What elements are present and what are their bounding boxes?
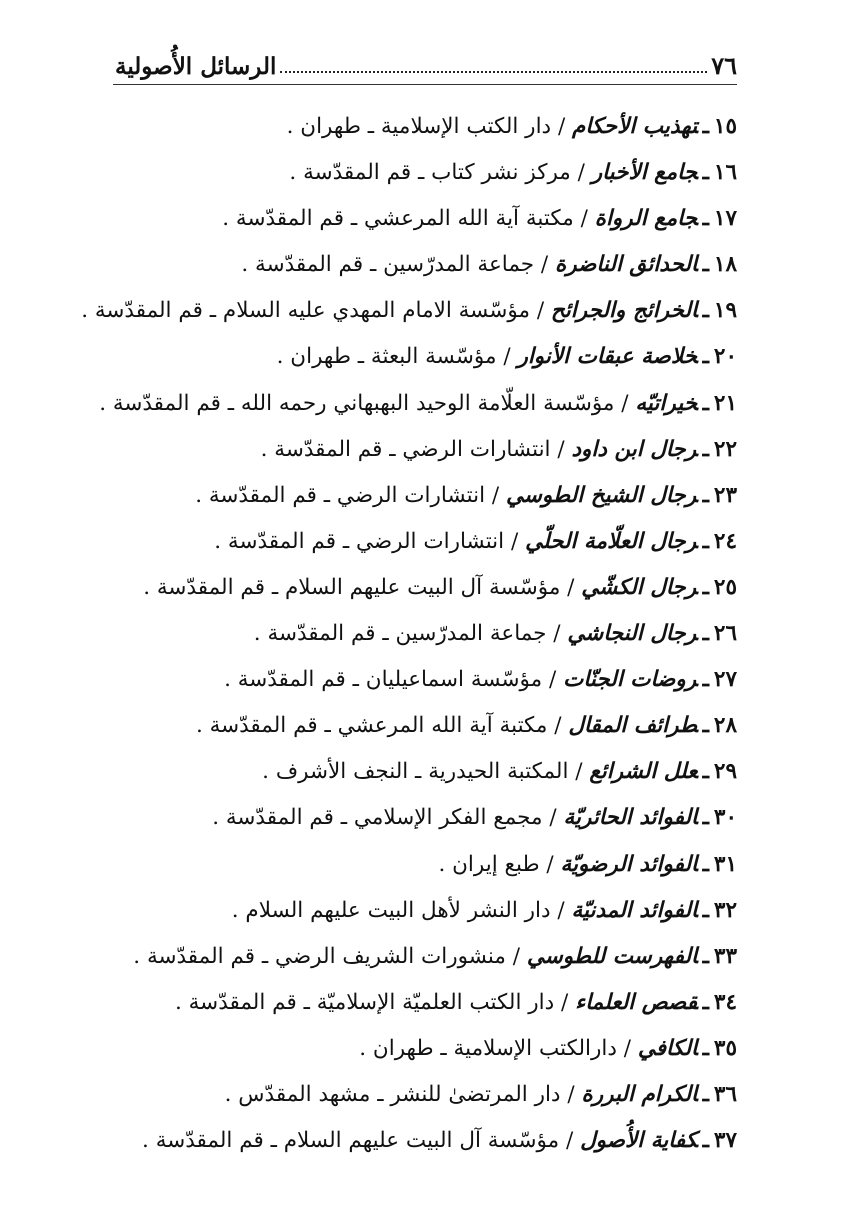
bibliography-entry bbox=[37, 795, 737, 841]
entry-dash: ـ bbox=[702, 713, 709, 739]
entry-number: ٣٧ bbox=[713, 1128, 737, 1154]
entry-book-title: علل الشرائع bbox=[589, 759, 698, 785]
bibliography-entry bbox=[37, 703, 737, 749]
entry-book-title: خيراتيّه bbox=[635, 390, 698, 416]
entry-number: ٣٦ bbox=[713, 1081, 737, 1107]
bibliography-entry bbox=[37, 150, 737, 196]
entry-book-title: جامع الأخبار bbox=[591, 160, 698, 186]
entry-publisher: / دار المرتضىٰ للنشر ـ مشهد المقدّس . bbox=[224, 1081, 575, 1107]
bibliography-entry bbox=[37, 934, 737, 980]
entry-number: ٢٦ bbox=[713, 621, 737, 647]
entry-publisher: / دار النشر لأهل البيت عليهم السلام . bbox=[231, 897, 565, 923]
entry-dash: ـ bbox=[702, 943, 709, 969]
entry-publisher: / دارالكتب الإسلامية ـ طهران . bbox=[359, 1035, 631, 1061]
page-number: ٧٦ bbox=[711, 51, 737, 80]
entry-book-title: روضات الجنّات bbox=[563, 667, 698, 693]
entry-dash: ـ bbox=[702, 621, 709, 647]
bibliography-list bbox=[37, 104, 737, 1164]
bibliography-entry bbox=[37, 657, 737, 703]
entry-number: ٢١ bbox=[713, 390, 737, 416]
entry-book-title: الكرام البررة bbox=[581, 1081, 698, 1107]
entry-dash: ـ bbox=[702, 298, 709, 324]
entry-publisher: / طبع إيران . bbox=[438, 851, 554, 877]
entry-publisher: / جماعة المدرّسين ـ قم المقدّسة . bbox=[253, 621, 561, 647]
entry-number: ١٧ bbox=[713, 206, 737, 232]
entry-number: ٢٢ bbox=[713, 436, 737, 462]
entry-number: ٢٥ bbox=[713, 574, 737, 600]
bibliography-entry bbox=[37, 1072, 737, 1118]
entry-dash: ـ bbox=[702, 574, 709, 600]
entry-book-title: طرائف المقال bbox=[568, 713, 698, 739]
entry-book-title: رجال ابن داود bbox=[571, 436, 698, 462]
entry-publisher: / مؤسّسة آل البيت عليهم السلام ـ قم المقدّسة . bbox=[142, 1128, 574, 1154]
entry-publisher: / دار الكتب الإسلامية ـ طهران . bbox=[286, 114, 566, 139]
entry-book-title: الفوائد الحائريّة bbox=[563, 805, 698, 831]
entry-number: ٢٨ bbox=[713, 713, 737, 739]
entry-number: ١٩ bbox=[713, 298, 737, 324]
entry-publisher: / مركز نشر كتاب ـ قم المقدّسة . bbox=[289, 160, 585, 186]
entry-book-title: جامع الرواة bbox=[594, 206, 698, 232]
entry-book-title: الفهرست للطوسي bbox=[526, 943, 698, 969]
bibliography-entry bbox=[37, 519, 737, 565]
entry-book-title: رجال الشيخ الطوسي bbox=[506, 482, 698, 508]
entry-dash: ـ bbox=[702, 390, 709, 416]
entry-book-title: الفوائد الرضويّة bbox=[560, 851, 698, 877]
entry-publisher: / مجمع الفكر الإسلامي ـ قم المقدّسة . bbox=[212, 805, 557, 831]
entry-dash: ـ bbox=[702, 805, 709, 831]
entry-dash: ـ bbox=[702, 206, 709, 232]
entry-book-title: قصص العلماء bbox=[575, 989, 698, 1015]
dot-leader bbox=[280, 70, 707, 73]
bibliography-entry bbox=[37, 381, 737, 427]
entry-dash: ـ bbox=[702, 897, 709, 923]
bibliography-entry bbox=[37, 565, 737, 611]
entry-publisher: / مؤسّسة الامام المهدي عليه السلام ـ قم المقدّسة . bbox=[81, 298, 545, 324]
entry-number: ٢٣ bbox=[713, 482, 737, 508]
entry-number: ٣٣ bbox=[713, 943, 737, 969]
entry-publisher: / انتشارات الرضي ـ قم المقدّسة . bbox=[214, 528, 519, 554]
entry-publisher: / دار الكتب العلميّة الإسلاميّة ـ قم المقدّسة . bbox=[174, 989, 569, 1015]
entry-number: ٣٤ bbox=[713, 989, 737, 1015]
entry-dash: ـ bbox=[702, 759, 709, 785]
entry-publisher: / مؤسّسة اسماعيليان ـ قم المقدّسة . bbox=[224, 667, 557, 693]
bibliography-entry bbox=[37, 888, 737, 934]
entry-dash: ـ bbox=[702, 1081, 709, 1107]
bibliography-entry bbox=[37, 1118, 737, 1164]
entry-book-title: رجال النجاشي bbox=[567, 621, 698, 647]
book-title: الرسائل الأُصولية bbox=[115, 53, 277, 80]
entry-dash: ـ bbox=[702, 160, 709, 186]
bibliography-entry bbox=[37, 288, 737, 334]
bibliography-entry bbox=[37, 196, 737, 242]
entry-number: ٣٠ bbox=[713, 805, 737, 831]
entry-dash: ـ bbox=[702, 344, 709, 370]
entry-book-title: الكافي bbox=[637, 1035, 698, 1061]
bibliography-entry bbox=[37, 242, 737, 288]
entry-publisher: / انتشارات الرضي ـ قم المقدّسة . bbox=[260, 436, 565, 462]
entry-publisher: / جماعة المدرّسين ـ قم المقدّسة . bbox=[241, 252, 549, 278]
entry-publisher: / منشورات الشريف الرضي ـ قم المقدّسة . bbox=[133, 943, 521, 969]
entry-dash: ـ bbox=[702, 667, 709, 693]
bibliography-entry bbox=[37, 611, 737, 657]
entry-publisher: / المكتبة الحيدرية ـ النجف الأشرف . bbox=[262, 759, 583, 785]
entry-book-title: كفاية الأُصول bbox=[580, 1128, 698, 1154]
entry-dash: ـ bbox=[702, 482, 709, 508]
entry-dash: ـ bbox=[702, 989, 709, 1015]
entry-dash: ـ bbox=[702, 528, 709, 554]
entry-number: ١٦ bbox=[713, 160, 737, 186]
entry-number: ٣٢ bbox=[713, 897, 737, 923]
bibliography-entry bbox=[37, 427, 737, 473]
entry-dash: ـ bbox=[702, 1128, 709, 1154]
entry-book-title: خلاصة عبقات الأنوار bbox=[517, 344, 698, 370]
entry-number: ٢٧ bbox=[713, 667, 737, 693]
entry-book-title: الخرائج والجرائح bbox=[550, 298, 698, 324]
bibliography-entry bbox=[37, 980, 737, 1026]
entry-number: ٣١ bbox=[713, 851, 737, 877]
entry-number: ٣٥ bbox=[713, 1035, 737, 1061]
bibliography-entry bbox=[37, 334, 737, 380]
entry-dash: ـ bbox=[702, 252, 709, 278]
entry-book-title: تهذيب الأحكام bbox=[572, 114, 698, 139]
entry-book-title: الحدائق الناضرة bbox=[554, 252, 698, 278]
entry-number: ٢٩ bbox=[713, 759, 737, 785]
entry-dash: ـ bbox=[702, 1035, 709, 1061]
entry-publisher: / انتشارات الرضي ـ قم المقدّسة . bbox=[195, 482, 500, 508]
entry-publisher: / مكتبة آية الله المرعشي ـ قم المقدّسة . bbox=[195, 713, 562, 739]
entry-publisher: / مؤسّسة العلّامة الوحيد البهبهاني رحمه الله ـ قم المقدّسة . bbox=[99, 390, 629, 416]
entry-dash: ـ bbox=[702, 114, 709, 139]
entry-book-title: رجال الكشّي bbox=[581, 574, 698, 600]
entry-dash: ـ bbox=[702, 436, 709, 462]
entry-number: ١٨ bbox=[713, 252, 737, 278]
bibliography-entry bbox=[37, 1026, 737, 1072]
entry-number: ٢٤ bbox=[713, 528, 737, 554]
header-rule bbox=[113, 84, 737, 85]
entry-publisher: / مؤسّسة البعثة ـ طهران . bbox=[276, 344, 511, 370]
running-header bbox=[115, 38, 737, 78]
bibliography-entry bbox=[37, 104, 737, 150]
entry-publisher: / مكتبة آية الله المرعشي ـ قم المقدّسة . bbox=[222, 206, 588, 232]
bibliography-entry bbox=[37, 842, 737, 888]
entry-dash: ـ bbox=[702, 851, 709, 877]
bibliography-entry bbox=[37, 473, 737, 519]
bibliography-entry bbox=[37, 749, 737, 795]
entry-book-title: الفوائد المدنيّة bbox=[571, 897, 698, 923]
entry-number: ١٥ bbox=[713, 114, 737, 139]
entry-publisher: / مؤسّسة آل البيت عليهم السلام ـ قم المقدّسة . bbox=[143, 574, 575, 600]
entry-number: ٢٠ bbox=[713, 344, 737, 370]
entry-book-title: رجال العلّامة الحلّي bbox=[525, 528, 698, 554]
